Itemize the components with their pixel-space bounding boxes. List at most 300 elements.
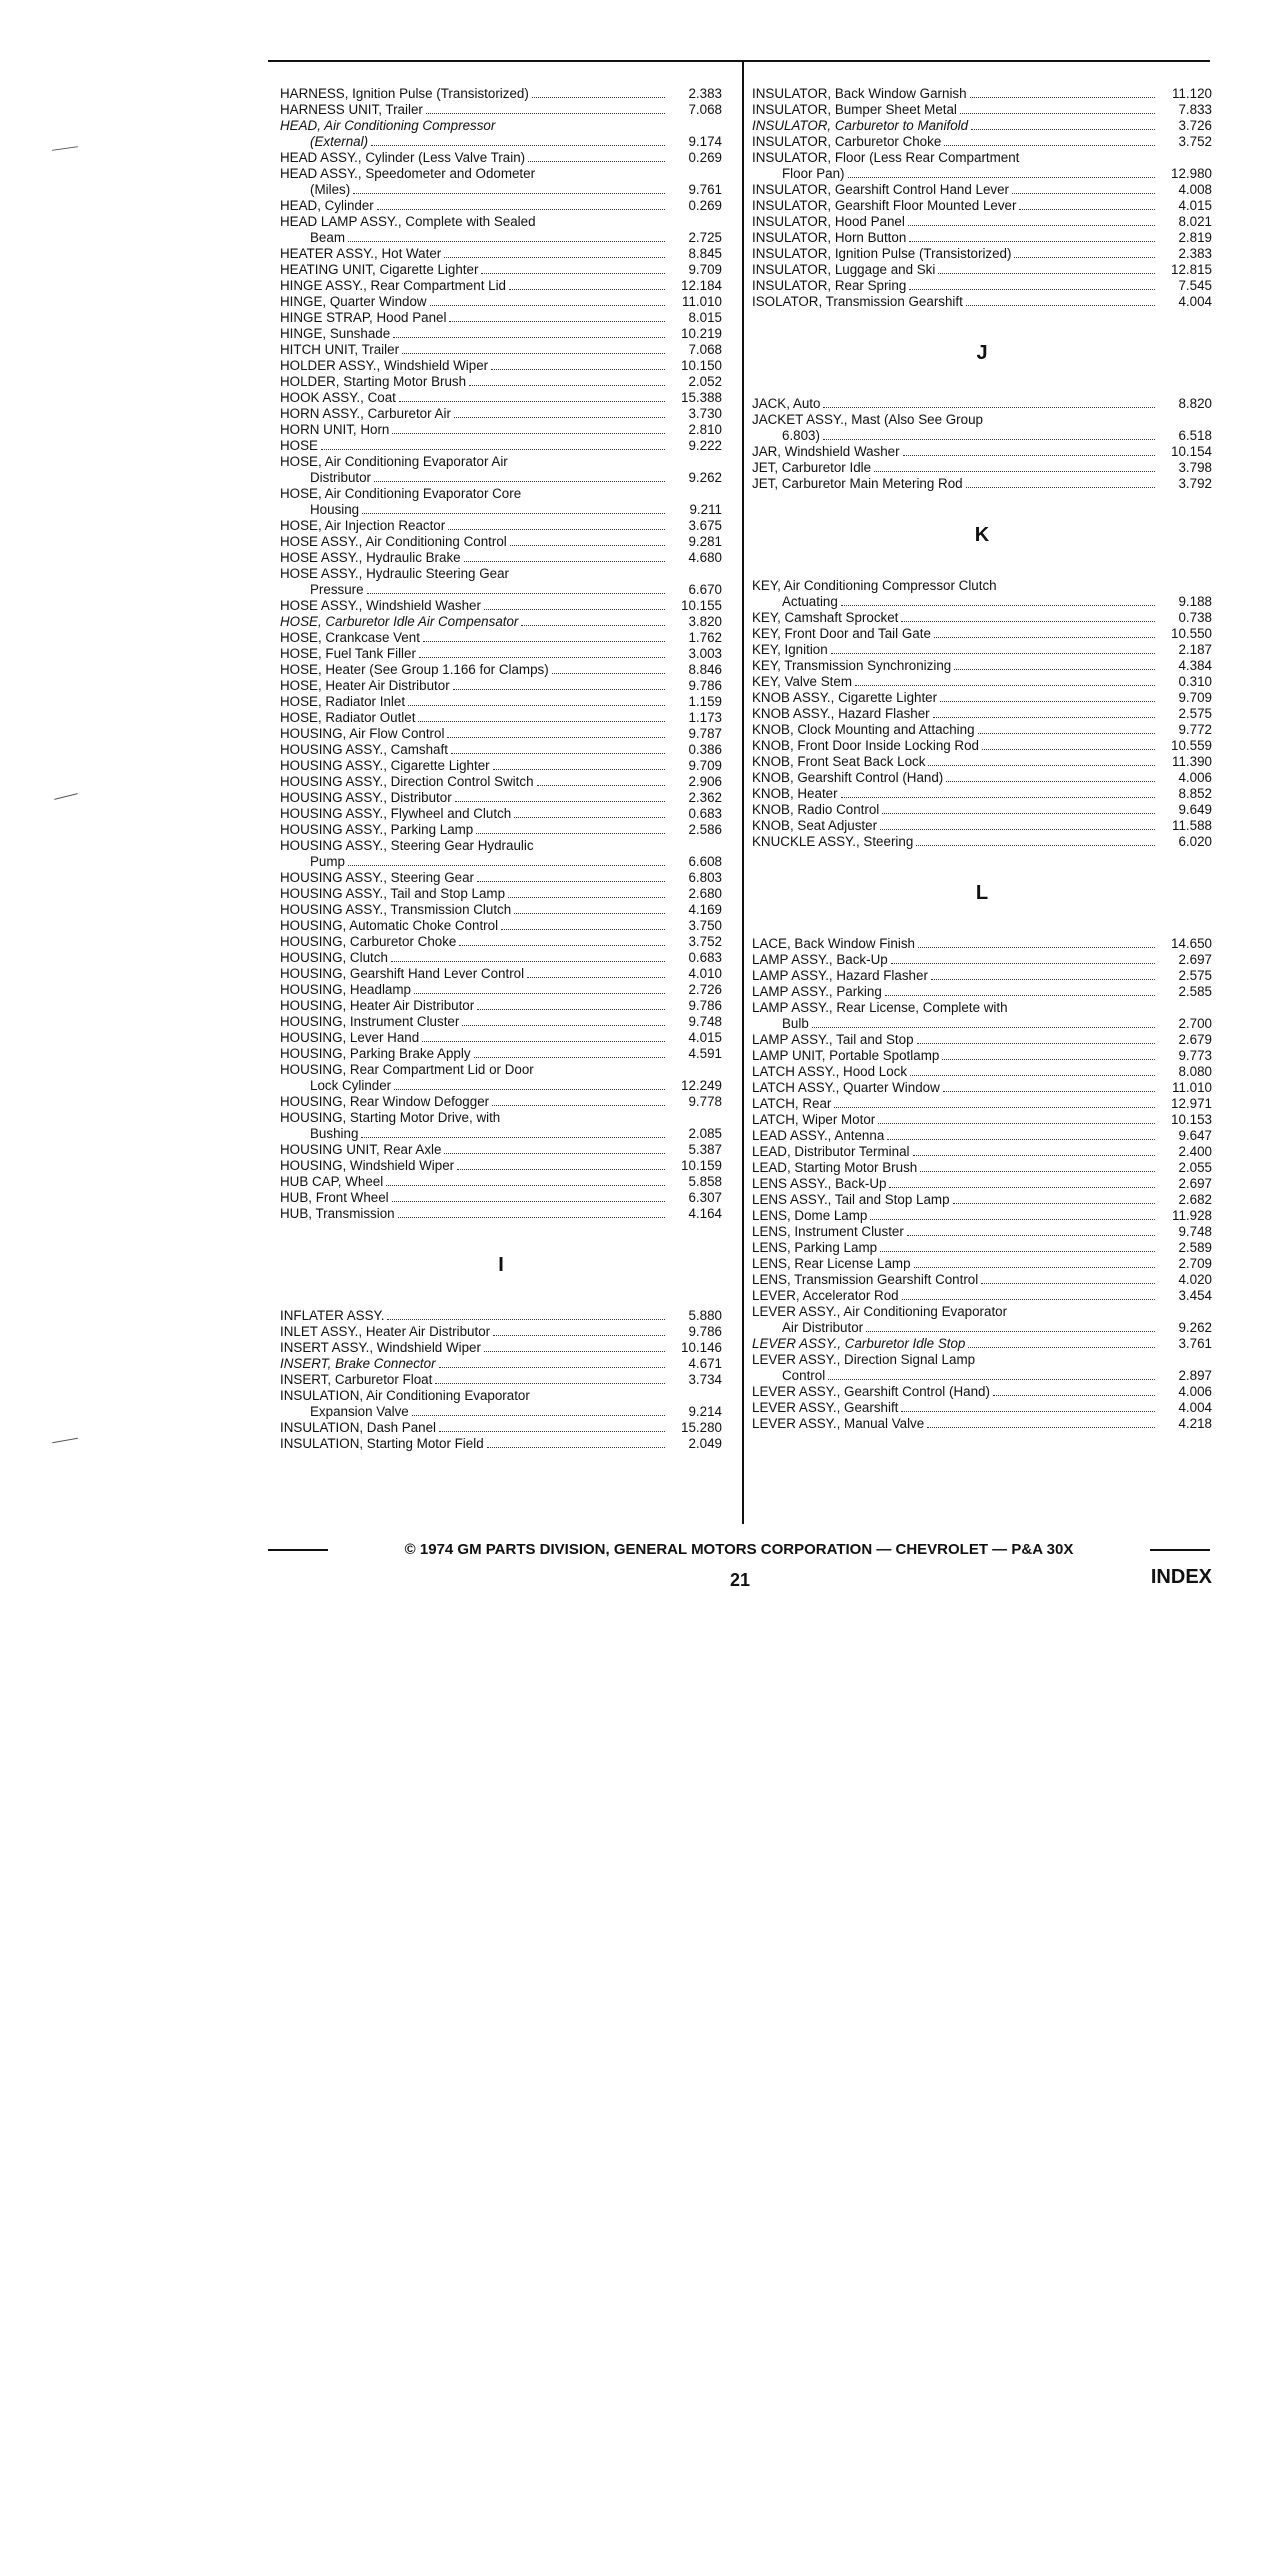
dot-leader <box>927 1427 1155 1428</box>
entry-name: LENS, Dome Lamp <box>752 1208 868 1223</box>
entry-name: LACE, Back Window Finish <box>752 936 915 951</box>
dot-leader <box>444 1153 665 1154</box>
dot-leader <box>392 433 665 434</box>
group-number: 2.187 <box>1178 642 1212 657</box>
index-entry <box>752 936 1212 952</box>
group-number: 4.591 <box>688 1046 722 1061</box>
dot-leader <box>508 897 665 898</box>
dot-leader <box>493 1335 665 1336</box>
entry-name: HOSE ASSY., Hydraulic Steering Gear <box>280 566 509 581</box>
dot-leader <box>454 417 665 418</box>
entry-name: HOUSING ASSY., Distributor <box>280 790 452 805</box>
index-entry <box>280 102 722 118</box>
entry-name: JACK, Auto <box>752 396 821 411</box>
group-number: 0.683 <box>688 806 722 821</box>
dot-leader <box>944 145 1155 146</box>
group-number: 9.773 <box>1178 1048 1212 1063</box>
index-entry <box>752 444 1212 460</box>
dot-leader <box>928 765 1155 766</box>
entry-name: HEAD, Air Conditioning Compressor <box>280 118 496 133</box>
group-number: 1.159 <box>688 694 722 709</box>
dot-leader <box>934 637 1155 638</box>
group-number: 15.388 <box>681 390 722 405</box>
entry-name: HOUSING ASSY., Parking Lamp <box>280 822 474 837</box>
dot-leader <box>491 369 665 370</box>
index-entry <box>752 706 1212 722</box>
entry-name: INSULATOR, Ignition Pulse (Transistorized) <box>752 246 1012 261</box>
index-entry <box>280 614 722 630</box>
index-entry <box>280 1190 722 1206</box>
entry-name: HOSE, Air Conditioning Evaporator Air <box>280 454 508 469</box>
dot-leader <box>435 1383 665 1384</box>
index-entry <box>280 934 722 950</box>
index-entry <box>752 118 1212 134</box>
footer-copyright-line <box>268 1539 1210 1561</box>
index-entry <box>280 726 722 742</box>
group-number: 4.680 <box>688 550 722 565</box>
index-entry <box>280 918 722 934</box>
entry-name: HOUSING, Air Flow Control <box>280 726 445 741</box>
group-number: 6.518 <box>1178 428 1212 443</box>
index-entry <box>752 770 1212 786</box>
index-entry <box>752 1224 1212 1240</box>
dot-leader <box>484 609 665 610</box>
index-entry <box>280 1340 722 1356</box>
entry-name: LAMP ASSY., Rear License, Complete with <box>752 1000 1008 1015</box>
dot-leader <box>978 733 1155 734</box>
dot-leader <box>970 97 1155 98</box>
index-entry <box>280 518 722 534</box>
dot-leader <box>447 737 665 738</box>
group-number: 9.647 <box>1178 1128 1212 1143</box>
index-entry <box>280 1372 722 1388</box>
group-number: 2.726 <box>688 982 722 997</box>
index-entry <box>280 774 722 790</box>
group-number: 2.682 <box>1178 1192 1212 1207</box>
group-number: 2.810 <box>688 422 722 437</box>
index-entry <box>280 1062 722 1094</box>
index-entry <box>280 374 722 390</box>
dot-leader <box>321 449 665 450</box>
dot-leader <box>527 977 665 978</box>
entry-name: HEAD ASSY., Cylinder (Less Valve Train) <box>280 150 526 165</box>
dot-leader <box>422 1041 665 1042</box>
entry-name: INSULATOR, Carburetor Choke <box>752 134 942 149</box>
entry-name: JAR, Windshield Washer <box>752 444 900 459</box>
index-entry <box>752 396 1212 412</box>
index-entry <box>280 902 722 918</box>
dot-leader <box>509 289 665 290</box>
group-number: 9.761 <box>688 182 722 197</box>
entry-name: HOUSING, Clutch <box>280 950 388 965</box>
index-entry <box>280 422 722 438</box>
dot-leader <box>823 439 1155 440</box>
index-entry <box>752 412 1212 444</box>
entry-name: LEVER ASSY., Gearshift Control (Hand) <box>752 1384 990 1399</box>
group-number: 2.049 <box>688 1436 722 1451</box>
dot-leader <box>386 1185 665 1186</box>
group-number: 4.006 <box>1178 1384 1212 1399</box>
entry-name: LATCH, Rear <box>752 1096 832 1111</box>
dot-leader <box>903 455 1155 456</box>
dot-leader <box>866 1331 1155 1332</box>
dot-leader <box>484 1351 665 1352</box>
dot-leader <box>943 1091 1155 1092</box>
dot-leader <box>889 1187 1155 1188</box>
group-number: 9.709 <box>688 262 722 277</box>
dot-leader <box>982 749 1155 750</box>
entry-name: HINGE ASSY., Rear Compartment Lid <box>280 278 506 293</box>
index-entry <box>752 476 1212 492</box>
entry-name: HEAD LAMP ASSY., Complete with Sealed <box>280 214 536 229</box>
index-entry <box>280 646 722 662</box>
entry-name: INSULATOR, Luggage and Ski <box>752 262 936 277</box>
index-entry <box>280 390 722 406</box>
entry-name: KNOB, Radio Control <box>752 802 880 817</box>
index-entry <box>752 834 1212 850</box>
group-number: 4.218 <box>1178 1416 1212 1431</box>
entry-name-continuation: (External) <box>310 134 369 149</box>
dot-leader <box>913 1155 1155 1156</box>
entry-name: KEY, Air Conditioning Compressor Clutch <box>752 578 997 593</box>
index-entry <box>752 294 1212 310</box>
entry-name: HOUSING ASSY., Cigarette Lighter <box>280 758 490 773</box>
entry-name: KNOB, Heater <box>752 786 838 801</box>
entry-name: HORN ASSY., Carburetor Air <box>280 406 451 421</box>
group-number: 3.752 <box>1178 134 1212 149</box>
dot-leader <box>909 289 1155 290</box>
entry-name: HOUSING, Windshield Wiper <box>280 1158 455 1173</box>
group-number: 4.015 <box>1178 198 1212 213</box>
group-number: 9.222 <box>688 438 722 453</box>
dot-leader <box>402 353 665 354</box>
index-entry <box>752 1064 1212 1080</box>
entry-name: LAMP ASSY., Tail and Stop <box>752 1032 914 1047</box>
index-entry <box>280 1420 722 1436</box>
group-number: 0.386 <box>688 742 722 757</box>
entry-name: HOUSING UNIT, Rear Axle <box>280 1142 442 1157</box>
entry-name: HOSE, Air Injection Reactor <box>280 518 446 533</box>
index-entry <box>280 246 722 262</box>
dot-leader <box>841 797 1155 798</box>
dot-leader <box>493 769 665 770</box>
entry-name: LENS ASSY., Back-Up <box>752 1176 887 1191</box>
dot-leader <box>418 721 665 722</box>
page-number: 21 <box>729 1570 751 1590</box>
index-entry <box>280 1094 722 1110</box>
group-number: 10.159 <box>681 1158 722 1173</box>
entry-name-continuation: Air Distributor <box>782 1320 864 1335</box>
group-number: 1.173 <box>688 710 722 725</box>
dot-leader <box>464 561 665 562</box>
entry-name: LEVER ASSY., Manual Valve <box>752 1416 925 1431</box>
entry-name: HOUSING, Automatic Choke Control <box>280 918 499 933</box>
dot-leader <box>532 97 665 98</box>
index-entry <box>280 262 722 278</box>
index-entry <box>752 658 1212 674</box>
dot-leader <box>954 669 1155 670</box>
entry-name-continuation: Distributor <box>310 470 372 485</box>
dot-leader <box>848 177 1155 178</box>
dot-leader <box>914 1267 1155 1268</box>
entry-name: HOSE, Air Conditioning Evaporator Core <box>280 486 522 501</box>
footer-rule-left <box>268 1549 328 1551</box>
index-entry <box>280 886 722 902</box>
index-entry <box>752 1416 1212 1432</box>
group-number: 11.928 <box>1172 1208 1212 1223</box>
dot-leader <box>457 1169 665 1170</box>
entry-name: LEVER, Accelerator Rod <box>752 1288 899 1303</box>
group-number: 9.281 <box>688 534 722 549</box>
index-entry <box>752 86 1212 102</box>
dot-leader <box>361 1137 665 1138</box>
group-number: 3.675 <box>688 518 722 533</box>
index-entry <box>280 630 722 646</box>
group-number: 2.055 <box>1178 1160 1212 1175</box>
group-number: 2.575 <box>1178 706 1212 721</box>
entry-name: INSULATOR, Horn Button <box>752 230 907 245</box>
dot-leader <box>901 1411 1155 1412</box>
entry-name: HINGE STRAP, Hood Panel <box>280 310 447 325</box>
group-number: 4.384 <box>1178 658 1212 673</box>
index-entry <box>752 968 1212 984</box>
entry-name: HINGE, Sunshade <box>280 326 391 341</box>
group-number: 11.010 <box>682 294 722 309</box>
dot-leader <box>910 1075 1155 1076</box>
dot-leader <box>960 113 1155 114</box>
group-number: 12.971 <box>1171 1096 1212 1111</box>
entry-name: LENS, Instrument Cluster <box>752 1224 904 1239</box>
group-number: 2.897 <box>1178 1368 1212 1383</box>
group-number: 2.700 <box>1178 1016 1212 1031</box>
entry-name: JACKET ASSY., Mast (Also See Group <box>752 412 983 427</box>
dot-leader <box>966 487 1155 488</box>
dot-leader <box>353 193 665 194</box>
group-number: 4.006 <box>1178 770 1212 785</box>
dot-leader <box>1014 257 1155 258</box>
group-number: 10.153 <box>1171 1112 1212 1127</box>
group-number: 2.085 <box>688 1126 722 1141</box>
index-entry <box>752 278 1212 294</box>
dot-leader <box>993 1395 1155 1396</box>
dot-leader <box>399 401 665 402</box>
entry-name: LEVER ASSY., Gearshift <box>752 1400 899 1415</box>
group-number: 14.650 <box>1171 936 1212 951</box>
dot-leader <box>371 145 665 146</box>
dot-leader <box>855 685 1155 686</box>
section-letter-j: J <box>976 342 988 364</box>
entry-name: INSERT, Brake Connector <box>280 1356 436 1371</box>
entry-name: HOUSING, Instrument Cluster <box>280 1014 460 1029</box>
group-number: 10.219 <box>681 326 722 341</box>
group-number: 9.786 <box>688 1324 722 1339</box>
dot-leader <box>909 241 1155 242</box>
index-entry <box>752 1032 1212 1048</box>
index-entry <box>752 182 1212 198</box>
dot-leader <box>394 1089 665 1090</box>
copyright-text: © 1974 GM PARTS DIVISION, GENERAL MOTORS CORPORATION — CHEVROLET — P&A 30X <box>404 1541 1074 1558</box>
entry-name: HOSE, Heater (See Group 1.166 for Clamps) <box>280 662 549 677</box>
index-entry <box>752 1160 1212 1176</box>
entry-name: HORN UNIT, Horn <box>280 422 390 437</box>
dot-leader <box>412 1415 665 1416</box>
index-entry <box>280 550 722 566</box>
index-entry <box>752 1112 1212 1128</box>
entry-name: HOUSING, Heater Air Distributor <box>280 998 475 1013</box>
entry-name-continuation: Floor Pan) <box>782 166 845 181</box>
group-number: 6.307 <box>688 1190 722 1205</box>
dot-leader <box>920 1171 1155 1172</box>
index-entry <box>280 566 722 598</box>
index-entry <box>280 1308 722 1324</box>
dot-leader <box>823 407 1155 408</box>
index-entry <box>280 166 722 198</box>
dot-leader <box>423 641 665 642</box>
index-entry <box>280 662 722 678</box>
index-entry <box>280 678 722 694</box>
entry-name: KEY, Transmission Synchronizing <box>752 658 952 673</box>
group-number: 3.003 <box>688 646 722 661</box>
index-entry <box>752 1048 1212 1064</box>
index-entry <box>752 1240 1212 1256</box>
index-entry <box>752 1352 1212 1384</box>
dot-leader <box>444 257 665 258</box>
entry-name: HUB CAP, Wheel <box>280 1174 384 1189</box>
dot-leader <box>481 273 665 274</box>
index-entry <box>280 710 722 726</box>
margin-mark <box>52 146 78 151</box>
entry-name: HOUSING, Lever Hand <box>280 1030 420 1045</box>
entry-name: HUB, Front Wheel <box>280 1190 389 1205</box>
group-number: 9.786 <box>688 678 722 693</box>
group-number: 9.786 <box>688 998 722 1013</box>
index-entry <box>280 822 722 838</box>
entry-name: INSULATOR, Back Window Garnish <box>752 86 967 101</box>
index-entry <box>752 642 1212 658</box>
entry-name: LATCH ASSY., Quarter Window <box>752 1080 940 1095</box>
index-entry <box>752 1336 1212 1352</box>
entry-name: LATCH, Wiper Motor <box>752 1112 876 1127</box>
group-number: 4.164 <box>688 1206 722 1221</box>
entry-name: LEAD ASSY., Antenna <box>752 1128 885 1143</box>
dot-leader <box>981 1283 1155 1284</box>
index-entry <box>280 758 722 774</box>
dot-leader <box>953 1203 1155 1204</box>
entry-name: KEY, Camshaft Sprocket <box>752 610 899 625</box>
index-entry <box>752 214 1212 230</box>
entry-name: HITCH UNIT, Trailer <box>280 342 400 357</box>
entry-name-continuation: Expansion Valve <box>310 1404 409 1419</box>
entry-name: KEY, Ignition <box>752 642 828 657</box>
entry-name: INSULATOR, Gearshift Floor Mounted Lever <box>752 198 1017 213</box>
entry-name: HOLDER, Starting Motor Brush <box>280 374 467 389</box>
entry-name: INSULATOR, Rear Spring <box>752 278 907 293</box>
entry-name: LATCH ASSY., Hood Lock <box>752 1064 908 1079</box>
group-number: 4.015 <box>688 1030 722 1045</box>
dot-leader <box>880 829 1155 830</box>
group-number: 3.752 <box>688 934 722 949</box>
index-entry <box>752 1256 1212 1272</box>
group-number: 3.761 <box>1178 1336 1212 1351</box>
index-entry <box>280 1388 722 1420</box>
index-entry <box>280 1142 722 1158</box>
column-divider <box>742 62 744 1524</box>
dot-leader <box>439 1367 665 1368</box>
entry-name-continuation: Beam <box>310 230 345 245</box>
group-number: 9.211 <box>689 502 722 517</box>
entry-name: INSULATION, Air Conditioning Evaporator <box>280 1388 530 1403</box>
index-entry <box>280 1030 722 1046</box>
dot-leader <box>933 717 1155 718</box>
group-number: 3.454 <box>1178 1288 1212 1303</box>
dot-leader <box>377 209 665 210</box>
group-number: 9.262 <box>1178 1320 1212 1335</box>
dot-leader <box>902 1299 1155 1300</box>
entry-name: LAMP ASSY., Back-Up <box>752 952 888 967</box>
group-number: 2.400 <box>1178 1144 1212 1159</box>
entry-name: HOSE ASSY., Windshield Washer <box>280 598 481 613</box>
entry-name: INSULATION, Starting Motor Field <box>280 1436 484 1451</box>
index-entry <box>280 1158 722 1174</box>
entry-name: KEY, Front Door and Tail Gate <box>752 626 931 641</box>
entry-name: JET, Carburetor Main Metering Rod <box>752 476 963 491</box>
group-number: 1.762 <box>688 630 722 645</box>
group-number: 8.021 <box>1178 214 1212 229</box>
dot-leader <box>477 1009 665 1010</box>
dot-leader <box>887 1139 1155 1140</box>
dot-leader <box>552 673 665 674</box>
dot-leader <box>966 305 1155 306</box>
index-entry <box>752 1096 1212 1112</box>
index-entry <box>752 1000 1212 1032</box>
dot-leader <box>828 1379 1155 1380</box>
entry-name: LEVER ASSY., Direction Signal Lamp <box>752 1352 976 1367</box>
section-letter-l: L <box>975 882 989 904</box>
index-entry <box>752 818 1212 834</box>
dot-leader <box>474 1057 665 1058</box>
group-number: 2.697 <box>1178 952 1212 967</box>
group-number: 4.020 <box>1178 1272 1212 1287</box>
dot-leader <box>477 881 665 882</box>
index-entry <box>752 1272 1212 1288</box>
dot-leader <box>1019 209 1155 210</box>
group-number: 4.010 <box>688 966 722 981</box>
group-number: 2.383 <box>1178 246 1212 261</box>
entry-name: HOUSING, Carburetor Choke <box>280 934 457 949</box>
index-label: INDEX <box>1150 1566 1212 1588</box>
entry-name: INSULATOR, Floor (Less Rear Compartment <box>752 150 1020 165</box>
group-number: 6.020 <box>1178 834 1212 849</box>
group-number: 4.671 <box>688 1356 722 1371</box>
index-entry <box>752 610 1212 626</box>
index-entry <box>752 1400 1212 1416</box>
entry-name: JET, Carburetor Idle <box>752 460 872 475</box>
index-entry <box>752 1144 1212 1160</box>
entry-name: HOSE ASSY., Hydraulic Brake <box>280 550 461 565</box>
dot-leader <box>449 321 665 322</box>
group-number: 10.559 <box>1171 738 1212 753</box>
group-number: 0.683 <box>688 950 722 965</box>
dot-leader <box>510 545 665 546</box>
entry-name: LEAD, Starting Motor Brush <box>752 1160 918 1175</box>
dot-leader <box>812 1027 1155 1028</box>
group-number: 4.004 <box>1178 294 1212 309</box>
entry-name: LENS ASSY., Tail and Stop Lamp <box>752 1192 950 1207</box>
group-number: 15.280 <box>681 1420 722 1435</box>
group-number: 7.068 <box>688 342 722 357</box>
group-number: 2.679 <box>1178 1032 1212 1047</box>
group-number: 5.387 <box>688 1142 722 1157</box>
